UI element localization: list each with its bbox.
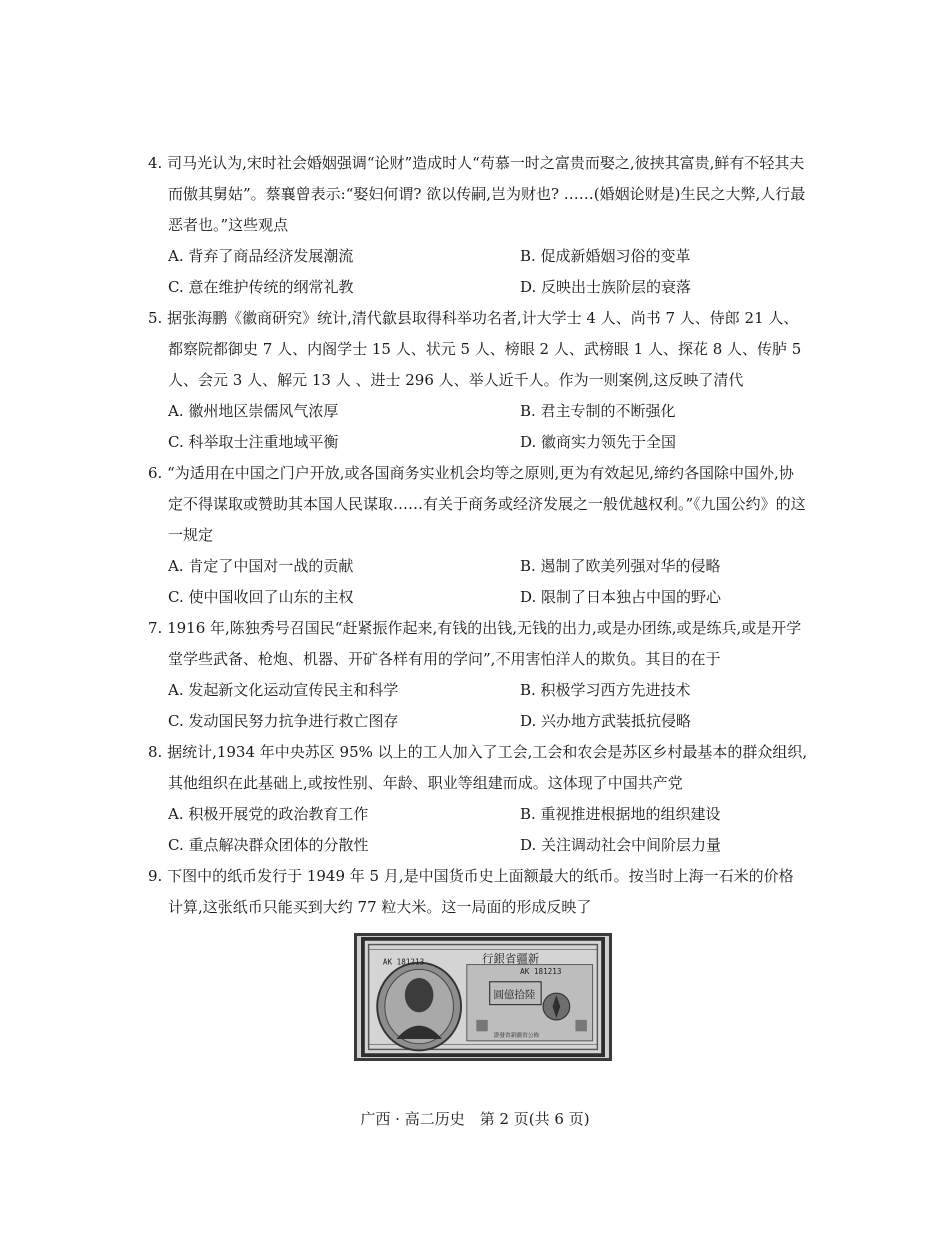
option-b: B. 君主专制的不断强化 [520,402,676,420]
option-a: A. 肯定了中国对一战的贡献 [168,557,354,575]
question-stem: 5. 据张海鹏《徽商研究》统计,清代歙县取得科举功名者,计大学士 4 人、尚书 7 人、侍郎 21 人、都察院都御史 7 人、内阁学士 15 人、状元 5 人、榜眼 2 人、武榜眼 1 人、探花 8 人、传胪 5 人、会元 3 人、解元 13 人 、进士 296 人、举人近千人。作为一则案例,这反映了清代 [148,309,802,389]
options [148,799,808,861]
option-d: D. 徽商实力领先于全国 [520,433,677,451]
questions-area [148,148,808,1061]
question-7 [148,613,808,737]
option-c: C. 意在维护传统的纲常礼教 [168,278,354,296]
question-4 [148,148,808,303]
banknote-serial-right: AK 181213 [520,967,562,977]
question-9 [148,861,808,923]
option-c: C. 重点解决群众团体的分散性 [168,836,369,854]
question-stem: 8. 据统计,1934 年中央苏区 95% 以上的工人加入了工会,工会和农会是苏区乡村最基本的群众组织,其他组织在此基础上,或按性别、年龄、职业等组建而成。这体现了中国共产党 [148,743,808,792]
question-5 [148,303,808,458]
options [148,551,808,613]
options [148,675,808,737]
option-b: B. 积极学习西方先进技术 [520,681,691,699]
banknote-figure [354,933,612,1061]
question-stem: 7. 1916 年,陈独秀号召国民“赶紧振作起来,有钱的出钱,无钱的出力,或是办团练,或是练兵,或是开学堂学些武备、枪炮、机器、开矿各样有用的学问”,不用害怕洋人的欺负。其目的在于 [148,619,802,668]
option-b: B. 促成新婚姻习俗的变革 [520,247,691,265]
option-c: C. 发动国民努力抗争进行救亡图存 [168,712,399,730]
page-footer: 广西 · 高二历史 第 2 页(共 6 页) [360,1110,590,1128]
option-b: B. 重视推进根据地的组织建设 [520,805,721,823]
banknote-image [354,933,612,1061]
option-d: D. 限制了日本独占中国的野心 [520,588,722,606]
banknote-serial-left: AK 181213 [382,957,425,967]
question-stem: 6. “为适用在中国之门户开放,或各国商务实业机会均等之原则,更为有效起见,缔约各国除中国外,协定不得谋取或赞助其本国人民谋取……有关于商务或经济发展之一般优越权利。”《九国公约》的这一规定 [148,464,806,544]
option-a: A. 徽州地区崇儒风气浓厚 [168,402,339,420]
banknote-bottom-text: 證發省新疆省公佈 [493,1033,540,1040]
option-b: B. 遏制了欧美列强对华的侵略 [520,557,721,575]
banknote-denomination: 圓億拾陸 [493,988,536,1001]
option-c: C. 使中国收回了山东的主权 [168,588,354,606]
option-c: C. 科举取士注重地域平衡 [168,433,339,451]
option-a: A. 积极开展党的政治教育工作 [168,805,369,823]
banknote-bank-name: 行銀省疆新 [482,951,540,966]
options [148,241,808,303]
question-8 [148,737,808,861]
options [148,396,808,458]
question-6 [148,458,808,613]
question-stem: 4. 司马光认为,宋时社会婚姻强调“论财”造成时人“苟慕一时之富贵而娶之,彼挟其富贵,鲜有不轻其夫而傲其舅姑”。蔡襄曾表示:“娶妇何谓? 欲以传嗣,岂为财也? ……(婚姻论财是)生民之大弊,人行最恶者也。”这些观点 [148,154,806,234]
option-d: D. 关注调动社会中间阶层力量 [520,836,722,854]
option-a: A. 背弃了商品经济发展潮流 [168,247,354,265]
question-stem: 9. 下图中的纸币发行于 1949 年 5 月,是中国货币史上面额最大的纸币。按当时上海一石米的价格计算,这张纸币只能买到大约 77 粒大米。这一局面的形成反映了 [148,867,794,916]
option-a: A. 发起新文化运动宣传民主和科学 [168,681,399,699]
option-d: D. 兴办地方武装抵抗侵略 [520,712,692,730]
option-d: D. 反映出士族阶层的衰落 [520,278,692,296]
